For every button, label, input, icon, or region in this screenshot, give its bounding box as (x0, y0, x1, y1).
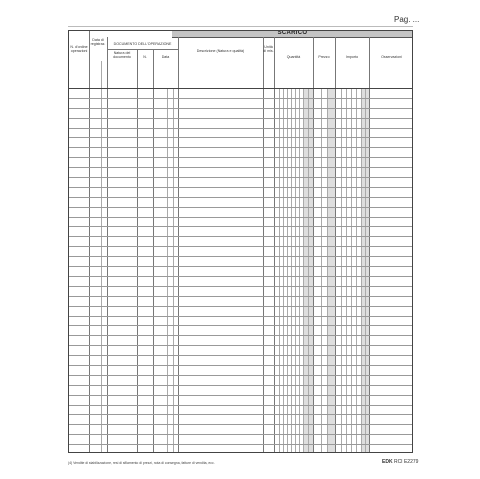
header-quantita: Quantità (286, 55, 301, 59)
col-divider (369, 37, 370, 453)
amount-subdivider (365, 88, 366, 453)
header-natura-documento: Natura del documento (113, 51, 131, 60)
row-rule (69, 137, 412, 138)
row-rule (69, 316, 412, 317)
col-divider (137, 49, 138, 453)
row-rule (69, 118, 412, 119)
row-rule (69, 276, 412, 277)
qty-subdivider (291, 88, 292, 453)
row-rule (69, 444, 412, 445)
header-importo: Importo (345, 55, 359, 59)
col-divider (263, 37, 264, 453)
row-rule (69, 434, 412, 435)
doc-group-rule (107, 49, 178, 50)
price-subdivider (327, 88, 328, 453)
row-rule (69, 365, 412, 366)
row-rule (69, 236, 412, 237)
qty-subdivider (283, 88, 284, 453)
col-divider (274, 37, 275, 453)
header-descrizione: Descrizione (Natura e qualità) (196, 49, 245, 53)
amount-subdivider (356, 88, 357, 453)
row-rule (69, 207, 412, 208)
header-unita-misura: Unità di mis. (263, 45, 274, 54)
price-subdivider (321, 88, 322, 453)
row-rule (69, 147, 412, 148)
footer-brand-code (382, 459, 418, 465)
row-rule (69, 256, 412, 257)
page-number-rule (68, 26, 413, 27)
row-rule (69, 345, 412, 346)
row-rule (69, 246, 412, 247)
row-rule (69, 424, 412, 425)
qty-subdivider (303, 88, 304, 453)
col-divider (107, 37, 108, 453)
register-table (68, 30, 413, 453)
header-data: Data (161, 55, 170, 59)
header-bottom-rule (69, 88, 412, 89)
header-prezzo: Prezzo (318, 55, 330, 59)
row-rule (69, 375, 412, 376)
col-divider (153, 49, 154, 453)
qty-subdivider (295, 88, 296, 453)
row-rule (69, 98, 412, 99)
row-rule (69, 296, 412, 297)
qty-subdivider (279, 88, 280, 453)
row-rule (69, 286, 412, 287)
header-documento-group: DOCUMENTO DELL'OPERAZIONE (113, 42, 172, 46)
amount-subdivider (361, 88, 362, 453)
row-rule (69, 335, 412, 336)
row-rule (69, 217, 412, 218)
header-numero: N. (143, 55, 147, 59)
header-data-registrazione: Data di registraz. (90, 38, 106, 47)
amount-subdivider (341, 88, 342, 453)
col-divider (313, 37, 314, 453)
col-divider (335, 37, 336, 453)
row-rule (69, 395, 412, 396)
footer-note: (4) Vendite di stabilizzazione, resi di sfilamento di prezzi, nota di consegna, fatture di vendita, ecc. (68, 461, 215, 465)
col-divider (89, 31, 90, 452)
row-rule (69, 177, 412, 178)
qty-subdivider (308, 88, 309, 453)
row-rule (69, 405, 412, 406)
row-rule (69, 414, 412, 415)
scarico-title: SCARICO (277, 30, 308, 36)
col-divider (173, 88, 174, 453)
row-rule (69, 197, 412, 198)
amount-subdivider (346, 88, 347, 453)
col-divider (167, 88, 168, 453)
header-osservazioni: Osservazioni (381, 55, 402, 59)
row-rule (69, 266, 412, 267)
row-rule (69, 128, 412, 129)
col-divider (178, 37, 179, 453)
qty-subdivider (299, 88, 300, 453)
row-rule (69, 108, 412, 109)
amount-subdivider (351, 88, 352, 453)
qty-subdivider (287, 88, 288, 453)
form-code: RCI E2279 (393, 459, 419, 465)
importo-shade (327, 88, 335, 453)
row-rule (69, 167, 412, 168)
row-rule (69, 306, 412, 307)
row-rule (69, 187, 412, 188)
header-n-ordine: N. d'ordine operazioni (70, 45, 88, 54)
row-rule (69, 226, 412, 227)
row-rule (69, 385, 412, 386)
row-rule (69, 325, 412, 326)
row-rule (69, 157, 412, 158)
row-rule (69, 355, 412, 356)
page-number: Pag. ... (394, 15, 420, 24)
brand-logo: EDK (382, 459, 393, 465)
